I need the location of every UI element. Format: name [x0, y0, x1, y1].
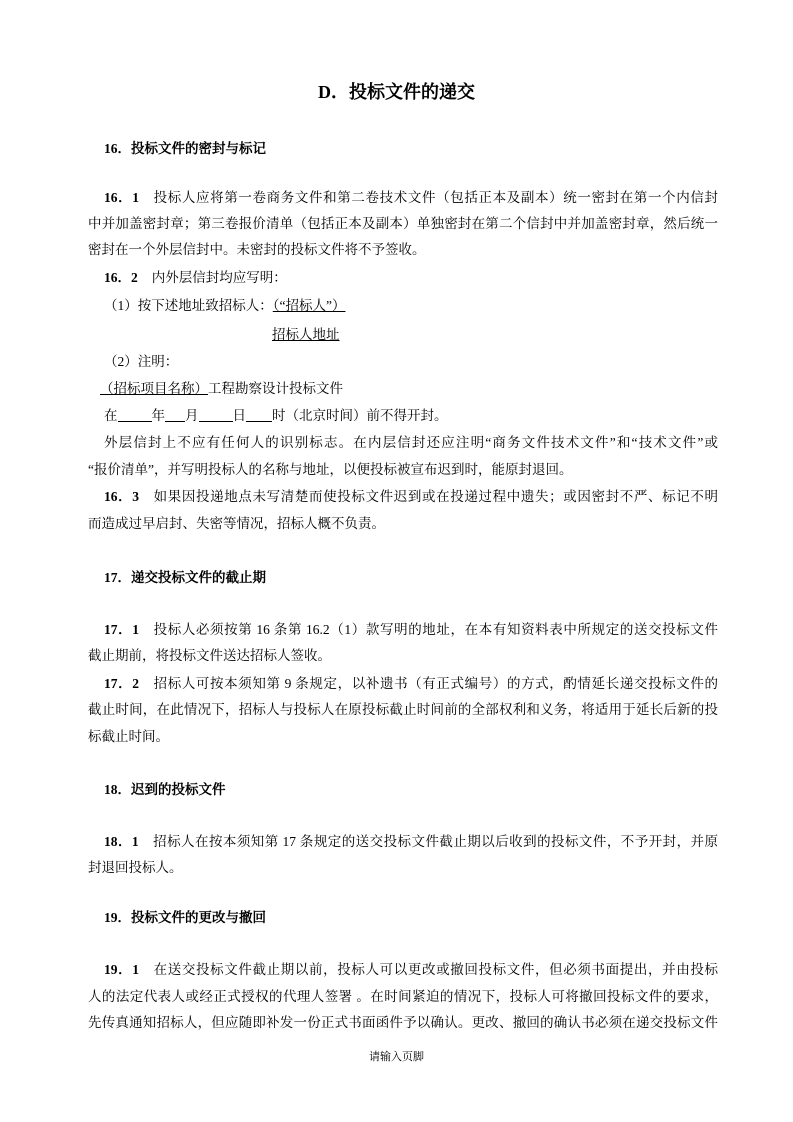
text: 在 [104, 408, 118, 423]
para-17-1-line1 [104, 620, 718, 640]
clause-number: 17．2 [104, 676, 139, 691]
text: 内外层信封均应写明： [151, 270, 287, 285]
para-16-1-line2: 中并加盖密封章；第三卷报价清单（包括正本及副本）单独密封在第二个信封中并加盖密封章，然后统一 [88, 216, 718, 231]
page-footer: 请输入页脚 [369, 1051, 424, 1063]
clause-number: 17．1 [104, 622, 139, 637]
outer-envelope-line2: “报价清单”，并写明投标人的名称与地址，以便投标被宣布迟到时，能原封退回。 [88, 462, 573, 477]
text: 时（北京时间）前不得开封。 [272, 408, 448, 423]
item-2: （2）注明： [104, 354, 179, 369]
clause-number: 16．3 [104, 489, 139, 504]
para-19-1-line1 [104, 960, 718, 980]
text: 工程勘察设计投标文件 [208, 381, 343, 396]
clause-number: 18．1 [104, 834, 139, 849]
para-19-1-line3: 先传真通知招标人，但应随即补发一份正式书面函件予以确认。更改、撤回的确认书必须在递交投标文件 [88, 1015, 718, 1030]
text: （1）按下述地址致招标人： [104, 298, 273, 313]
text: 招标人可按本须知第 9 条规定，以补遗书（有正式编号）的方式，酌情延长递交投标文件的 [152, 676, 719, 691]
text: 投标人必须按第 16 条第 16.2（1）款写明的地址，在本有知资料表中所规定的送交投标文件 [152, 622, 719, 637]
para-18-1-line1 [104, 832, 718, 852]
para-17-2-line2: 截止时间，在此情况下，招标人与投标人在原投标截止时间前的全部权利和义务，将适用于延长后新的投 [88, 702, 718, 717]
address-placeholder [272, 325, 472, 345]
para-17-2-line1 [104, 674, 718, 694]
heading-16: 16．投标文件的密封与标记 [104, 141, 266, 156]
para-16-3-line2: 而造成过早启封、失密等情况，招标人概不负责。 [88, 516, 385, 531]
date-line [104, 406, 718, 426]
project-name-placeholder: （招标项目名称） [100, 381, 208, 396]
heading-19: 19．投标文件的更改与撤回 [104, 910, 266, 925]
hour-blank [246, 407, 272, 422]
outer-envelope-line1: 外层信封上不应有任何人的识别标志。在内层信封还应注明“商务文件技术文件”和“技术文件”或 [104, 435, 718, 450]
clause-number: 19．1 [104, 962, 139, 977]
text: 年 [151, 408, 165, 423]
para-18-1-line2: 封退回投标人。 [88, 860, 183, 875]
day-blank [199, 407, 233, 422]
para-16-1-line3: 密封在一个外层信封中。未密封的投标文件将不予签收。 [88, 242, 426, 257]
text: 招标人在按本须知第 17 条规定的送交投标文件截止期以后收到的投标文件，不予开封，并原 [152, 834, 719, 849]
item-1 [104, 296, 718, 316]
text: 投标人应将第一卷商务文件和第二卷技术文件（包括正本及副本）统一密封在第一个内信封 [153, 190, 718, 205]
para-16-3-line1 [104, 487, 718, 507]
project-line [100, 379, 714, 399]
recipient-placeholder: （“招标人”） [272, 298, 346, 313]
section-title: D．投标文件的递交 [318, 82, 475, 102]
clause-number: 16．2 [104, 270, 138, 285]
text: 月 [185, 408, 199, 423]
para-16-2 [104, 268, 718, 288]
clause-number: 16．1 [104, 190, 139, 205]
para-16-1-line1 [104, 188, 718, 208]
para-19-1-line2: 人的法定代表人或经正式授权的代理人签署 。在时间紧迫的情况下，投标人可将撤回投标文件的要求， [88, 989, 718, 1004]
heading-18: 18．迟到的投标文件 [104, 782, 226, 797]
para-17-2-line3: 标截止时间。 [88, 729, 169, 744]
text: 招标人地址 [272, 327, 340, 342]
text: 日 [232, 408, 246, 423]
month-blank [165, 407, 185, 422]
para-17-1-line2: 截止期前，将投标文件送达招标人签收。 [88, 648, 331, 663]
text: 在送交投标文件截止期以前，投标人可以更改或撤回投标文件，但必须书面提出，并由投标 [153, 962, 718, 977]
text: 如果因投递地点未写清楚而使投标文件迟到或在投递过程中遗失；或因密封不严、标记不明 [153, 489, 718, 504]
year-blank [118, 407, 152, 422]
heading-17: 17．递交投标文件的截止期 [104, 570, 266, 585]
